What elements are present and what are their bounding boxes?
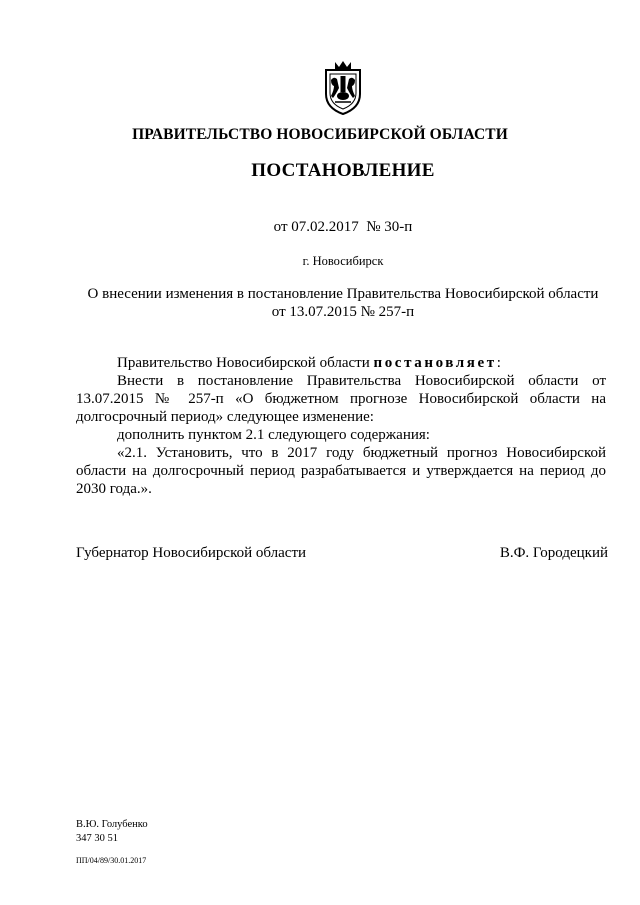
document-date-number: от 07.02.2017 № 30-п [273,219,413,235]
document-code: ПП/04/89/30.01.2017 [76,856,147,865]
signatory-name: В.Ф. Городецкий [499,545,608,561]
body-paragraph-4: «2.1. Установить, что в 2017 году бюджетный прогноз Новосибирской области на долгосрочный период разрабатывается и утверждается на период до 2030 года.». [76,445,606,497]
executor-info [76,818,148,846]
signatory-position: Губернатор Новосибирской области [76,545,307,561]
executor-phone: 347 30 51 [76,833,118,844]
executor-name: В.Ю. Голубенко [76,819,148,830]
resolution-subject: Правительство Новосибирской области [117,355,374,371]
resolution-verb: постановляет [373,355,497,371]
body-paragraph-2: Внести в постановление Правительства Новосибирской области от 13.07.2015 № 257-п «О бюджетном прогнозе Новосибирской области на долгосрочный период» следующее изменение: [76,373,606,425]
organization-name: ПРАВИТЕЛЬСТВО НОВОСИБИРСКОЙ ОБЛАСТИ [132,126,508,143]
document-title-line-2: от 13.07.2015 № 257-п [271,304,415,320]
document-type: ПОСТАНОВЛЕНИЕ [251,160,435,181]
body-paragraph-1 [76,354,606,372]
document-city: г. Новосибирск [302,254,384,268]
resolution-colon: : [496,355,501,371]
body-paragraph-3: дополнить пунктом 2.1 следующего содержания: [117,427,430,443]
document-title-line-1: О внесении изменения в постановление Правительства Новосибирской области [87,286,599,302]
coat-of-arms-icon [318,58,368,116]
signature-block [76,545,608,562]
document-body [76,354,606,498]
document-title [60,285,626,321]
